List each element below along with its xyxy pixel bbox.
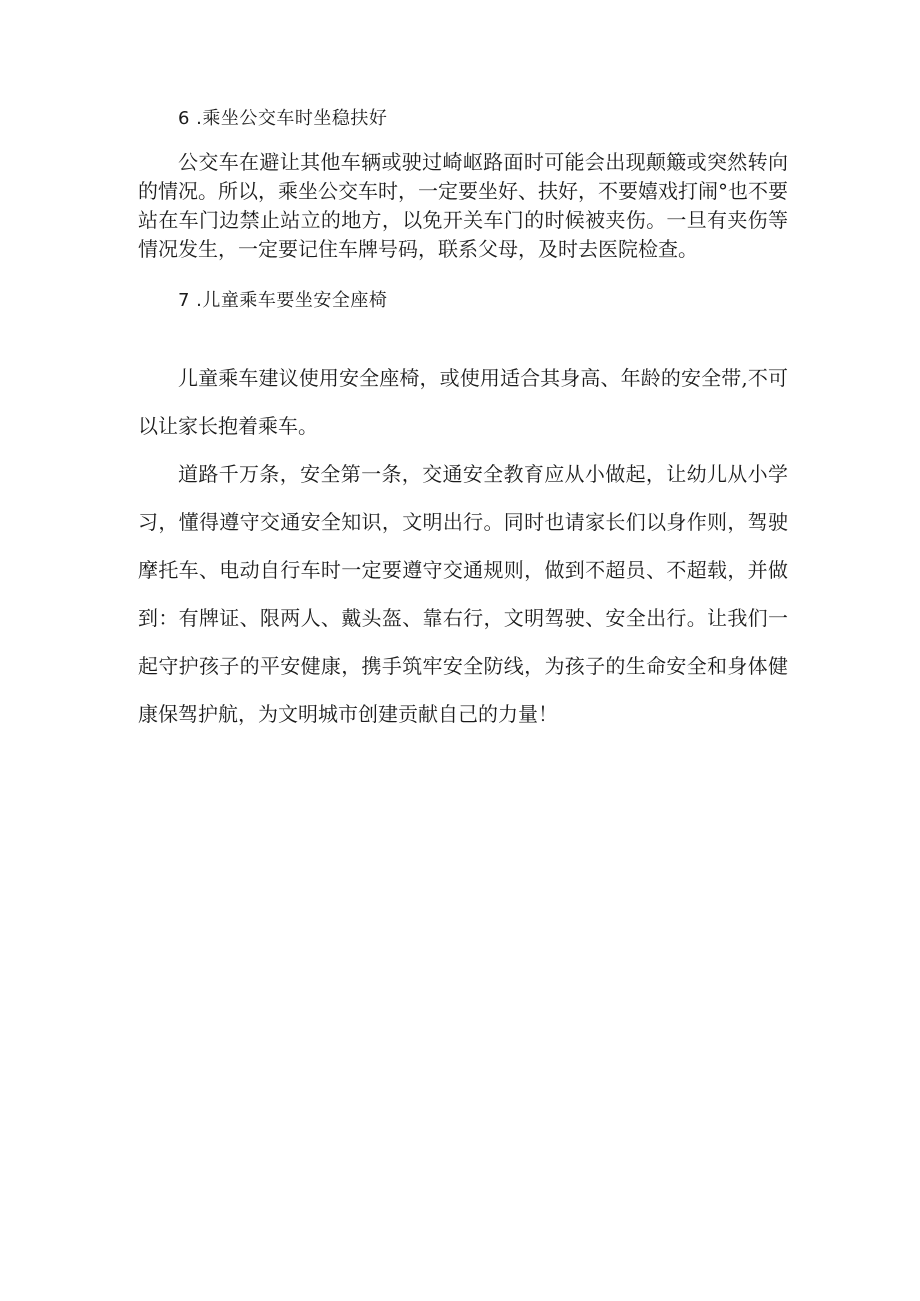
closing-paragraph: 道路千万条，安全第一条，交通安全教育应从小做起，让幼儿从小学习，懂得遵守交通安全知识，文明出行。同时也请家长们以身作则，驾驶摩托车、电动自行车时一定要遵守交通规则，做到不超员、不超载，并做到：有牌证、限两人、戴头盔、靠右行，文明驾驶、安全出行。让我们一起守护孩子的平安健康，携手筑牢安全防线，为孩子的生命安全和身体健康保驾护航，为文明城市创建贡献自己的力量！ xyxy=(138,462,788,726)
section-7-heading: 7 .儿童乘车要坐安全座椅 xyxy=(178,290,388,311)
section-6-paragraph: 公交车在避让其他车辆或驶过崎岖路面时可能会出现颠簸或突然转向的情况。所以，乘坐公交车时，一定要坐好、扶好，不要嬉戏打闹°也不要站在车门边禁止站立的地方，以免开关车门的时候被夹伤。一旦有夹伤等情况发生，一定要记住车牌号码，联系父母，及时去医院检查。 xyxy=(138,150,788,261)
section-6-heading: 6 .乘坐公交车时坐稳扶好 xyxy=(178,108,388,129)
section-7-paragraph: 儿童乘车建议使用安全座椅，或使用适合其身高、年龄的安全带,不可以让家长抱着乘车。 xyxy=(138,366,788,438)
